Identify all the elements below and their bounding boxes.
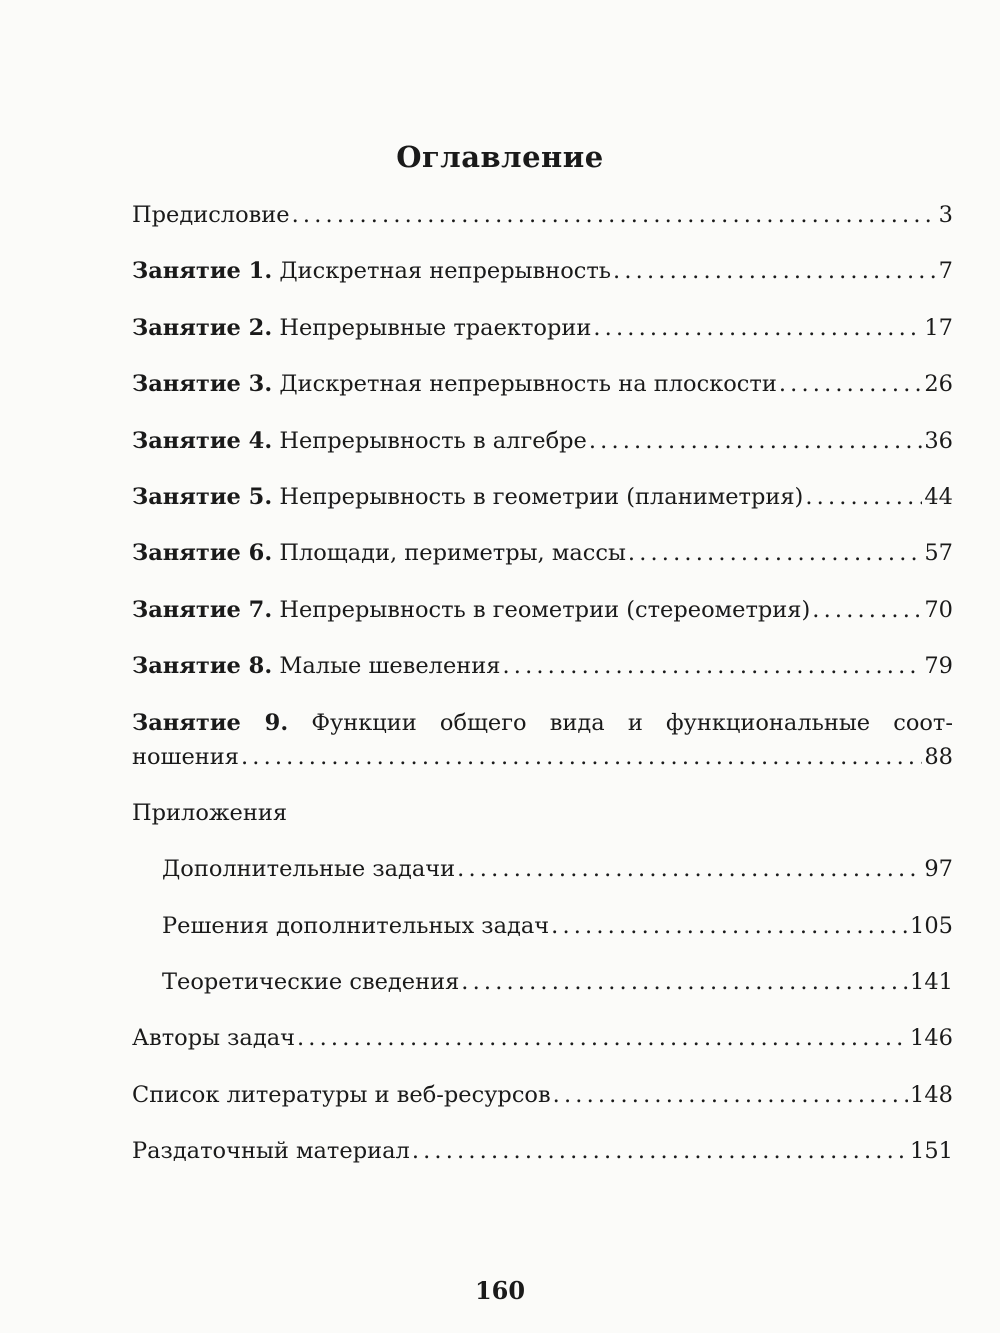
dot-leader bbox=[461, 965, 908, 999]
dot-leader bbox=[412, 1134, 908, 1168]
toc-entry-page: 3 bbox=[938, 202, 953, 228]
lesson-number: Занятие 1. bbox=[132, 258, 273, 285]
page-title: Оглавление bbox=[396, 140, 604, 174]
page-number: 160 bbox=[474, 1276, 526, 1305]
toc-entry-page: 57 bbox=[924, 540, 953, 567]
lesson-number: Занятие 4. bbox=[132, 427, 273, 454]
toc-entry-label: Список литературы и веб-ресурсов bbox=[132, 1081, 551, 1108]
dot-leader bbox=[502, 649, 922, 683]
toc-entry-lesson-6 bbox=[132, 536, 953, 570]
lesson-number: Занятие 9. bbox=[132, 709, 289, 736]
toc-entry-page: 148 bbox=[910, 1081, 953, 1108]
toc-entry-label: Предисловие bbox=[132, 202, 290, 228]
toc-entry-label: Занятие 7. Непрерывность в геометрии (стереометрия) bbox=[132, 596, 811, 623]
toc-entry-label: Авторы задач bbox=[132, 1025, 295, 1052]
toc-entry-page: 105 bbox=[910, 912, 953, 939]
toc-entry-label: Раздаточный материал bbox=[132, 1138, 410, 1165]
toc-entry-label: Приложения bbox=[132, 799, 288, 826]
dot-leader bbox=[593, 311, 922, 345]
toc-entry-appendices bbox=[132, 796, 953, 830]
toc-entry-lesson-2 bbox=[132, 311, 953, 345]
table-of-contents bbox=[132, 198, 953, 1191]
toc-entry-label: Дополнительные задачи bbox=[162, 856, 456, 883]
toc-entry-page: 36 bbox=[924, 427, 953, 454]
toc-entry-lesson-5 bbox=[132, 480, 953, 514]
toc-entry-lesson-4 bbox=[132, 424, 953, 458]
toc-entry-label: Занятие 8. Малые шевеления bbox=[132, 653, 501, 680]
toc-entry-lesson-3 bbox=[132, 367, 953, 401]
toc-entry-lesson-1 bbox=[132, 254, 953, 288]
dot-leader bbox=[551, 909, 908, 943]
toc-entry-lesson-9 bbox=[132, 706, 953, 774]
toc-entry-page: 146 bbox=[910, 1025, 953, 1052]
toc-entry-lesson-7 bbox=[132, 593, 953, 627]
dot-leader bbox=[241, 740, 922, 774]
lesson-number: Занятие 3. bbox=[132, 371, 273, 398]
toc-entry-label: Занятие 3. Дискретная непрерывность на плоскости bbox=[132, 371, 777, 398]
toc-entry-label-line-1: Занятие 9. Функции общего вида и функциональные соот- bbox=[132, 709, 953, 736]
dot-leader bbox=[589, 424, 923, 458]
dot-leader bbox=[292, 198, 937, 232]
lesson-number: Занятие 6. bbox=[132, 540, 273, 567]
dot-leader bbox=[812, 593, 922, 627]
toc-entry-lesson-8 bbox=[132, 649, 953, 683]
dot-leader bbox=[297, 1021, 908, 1055]
toc-entry-page: 151 bbox=[910, 1138, 953, 1165]
lesson-number: Занятие 5. bbox=[132, 483, 273, 510]
toc-entry-label: Занятие 6. Площади, периметры, массы bbox=[132, 540, 626, 567]
dot-leader bbox=[779, 367, 923, 401]
toc-entry-page: 70 bbox=[924, 596, 953, 623]
toc-entry-theory bbox=[132, 965, 953, 999]
toc-entry-additional-problems bbox=[132, 852, 953, 886]
toc-entry-label: Решения дополнительных задач bbox=[162, 912, 550, 939]
toc-entry-page: 26 bbox=[924, 371, 953, 398]
toc-entry-solutions bbox=[132, 909, 953, 943]
toc-entry-page: 97 bbox=[924, 856, 953, 883]
dot-leader bbox=[613, 254, 937, 288]
dot-leader bbox=[457, 852, 922, 886]
toc-entry-bibliography bbox=[132, 1078, 953, 1112]
toc-entry-page: 141 bbox=[910, 969, 953, 996]
toc-entry-page: 79 bbox=[924, 653, 953, 680]
toc-entry-label: Занятие 5. Непрерывность в геометрии (планиметрия) bbox=[132, 483, 804, 510]
toc-entry-label-line-2: ношения bbox=[132, 743, 239, 770]
toc-entry-label: Теоретические сведения bbox=[162, 969, 460, 996]
dot-leader bbox=[553, 1078, 908, 1112]
toc-entry-authors bbox=[132, 1021, 953, 1055]
toc-entry-label: Занятие 4. Непрерывность в алгебре bbox=[132, 427, 587, 454]
lesson-number: Занятие 2. bbox=[132, 314, 273, 341]
toc-entry-label: Занятие 1. Дискретная непрерывность bbox=[132, 258, 612, 285]
lesson-number: Занятие 8. bbox=[132, 653, 273, 680]
dot-leader bbox=[628, 536, 922, 570]
toc-entry-page: 17 bbox=[924, 314, 953, 341]
lesson-number: Занятие 7. bbox=[132, 596, 273, 623]
toc-entry-handouts bbox=[132, 1134, 953, 1168]
toc-entry-page: 7 bbox=[938, 258, 953, 285]
toc-entry-preface bbox=[132, 198, 953, 232]
toc-entry-label: Занятие 2. Непрерывные траектории bbox=[132, 314, 592, 341]
dot-leader bbox=[805, 480, 922, 514]
toc-entry-page: 88 bbox=[924, 743, 953, 770]
toc-entry-page: 44 bbox=[924, 483, 953, 510]
